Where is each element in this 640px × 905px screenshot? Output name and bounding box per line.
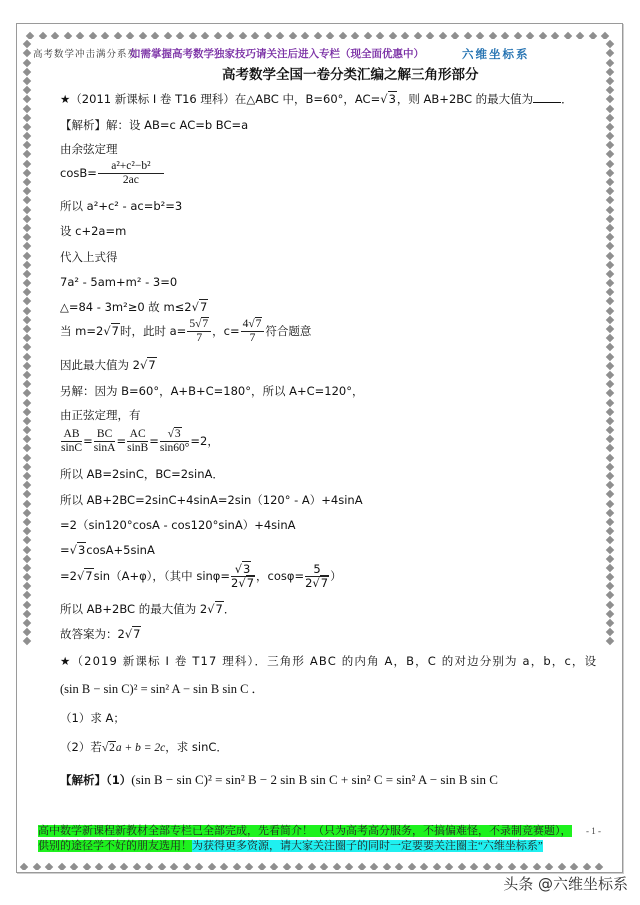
- diamond-icon: [133, 863, 141, 870]
- diamond-icon: [606, 150, 614, 158]
- diamond-icon: [606, 178, 614, 186]
- diamond-icon: [606, 196, 614, 204]
- diamond-icon: [606, 159, 614, 167]
- problem2-question-1: （1）求 A；: [60, 711, 125, 725]
- diamond-icon: [23, 86, 31, 94]
- diamond-icon: [23, 49, 31, 57]
- sinphi-fraction: $\frac{√3}{2√7}$: [231, 562, 255, 590]
- diamond-icon: [289, 32, 297, 39]
- solution-line-8: △=84 - 3m²≥0 故 m≤2√7: [60, 300, 208, 314]
- alt-line-8: =2√7sin（A+φ），（其中 sinφ= $\frac{√3}{2√7}$ ，cosφ= $\frac{5}{2√7}$ ）: [60, 562, 342, 590]
- diamond-icon: [606, 490, 614, 498]
- diamond-icon: [23, 288, 31, 296]
- diamond-icon: [23, 463, 31, 471]
- diamond-icon: [606, 637, 614, 645]
- diamond-icon: [95, 863, 103, 870]
- diamond-icon: [606, 352, 614, 360]
- diamond-icon: [606, 398, 614, 406]
- diamond-icon: [426, 32, 434, 39]
- diamond-icon: [589, 32, 597, 39]
- diamond-icon: [551, 32, 559, 39]
- diamond-icon: [251, 32, 259, 39]
- diamond-icon: [264, 32, 272, 39]
- footer-promo-line-1[interactable]: 高中数学新课程新教材全部专栏已全部完成，先看简介！（只为高考高分服务，不搞偏难怪，不录制竞赛题），: [38, 825, 572, 837]
- diamond-icon: [606, 297, 614, 305]
- alt-line-7: =√3cosA+5sinA: [60, 543, 155, 557]
- alt-line-6: =2（sin120°cosA - cos120°sinA）+4sinA: [60, 518, 296, 532]
- diamond-icon: [23, 104, 31, 112]
- solution-line-2: 由余弦定理: [60, 142, 118, 156]
- diamond-icon: [370, 863, 378, 870]
- diamond-icon: [606, 242, 614, 250]
- diamond-icon: [606, 260, 614, 268]
- diamond-icon: [83, 863, 91, 870]
- diamond-icon: [351, 32, 359, 39]
- diamond-icon: [606, 288, 614, 296]
- diamond-icon: [401, 32, 409, 39]
- diamond-icon: [606, 169, 614, 177]
- c-fraction: $\frac{4√7}{7}$: [241, 318, 265, 345]
- diamond-icon: [23, 132, 31, 140]
- diamond-icon: [606, 343, 614, 351]
- diamond-icon: [345, 863, 353, 870]
- diamond-icon: [383, 863, 391, 870]
- alt-line-10: 故答案为：2√7: [60, 627, 141, 641]
- diamond-icon: [23, 407, 31, 415]
- diamond-icon: [606, 104, 614, 112]
- diamond-icon: [158, 863, 166, 870]
- diamond-icon: [606, 518, 614, 526]
- diamond-icon: [23, 472, 31, 480]
- diamond-icon: [606, 40, 614, 48]
- diamond-icon: [170, 863, 178, 870]
- diamond-icon: [606, 600, 614, 608]
- diamond-icon: [606, 527, 614, 535]
- diamond-icon: [564, 32, 572, 39]
- diamond-icon: [23, 178, 31, 186]
- diamond-icon: [606, 233, 614, 241]
- diamond-icon: [23, 509, 31, 517]
- diamond-icon: [23, 380, 31, 388]
- diamond-icon: [606, 58, 614, 66]
- fraction-BC-sinA: $\frac{BC}{\sin A}$: [93, 428, 116, 454]
- diamond-icon: [451, 32, 459, 39]
- diamond-icon: [151, 32, 159, 39]
- diamond-icon: [70, 863, 78, 870]
- diamond-icon: [295, 863, 303, 870]
- diamond-icon: [23, 260, 31, 268]
- diamond-icon: [606, 444, 614, 452]
- solution-line-10: 因此最大值为 2√7: [60, 358, 156, 372]
- diamond-icon: [183, 863, 191, 870]
- diamond-icon: [583, 863, 591, 870]
- diamond-icon: [595, 863, 603, 870]
- right-diamond-border: [604, 38, 616, 858]
- solution-line-1: 【解析】解：设 AB=c AC=b BC=a: [60, 118, 249, 132]
- diamond-icon: [326, 32, 334, 39]
- diamond-icon: [606, 215, 614, 223]
- bottom-diamond-border: [18, 858, 613, 870]
- diamond-icon: [23, 499, 31, 507]
- diamond-icon: [101, 32, 109, 39]
- diamond-icon: [606, 187, 614, 195]
- diamond-icon: [606, 371, 614, 379]
- diamond-icon: [483, 863, 491, 870]
- diamond-icon: [23, 242, 31, 250]
- diamond-icon: [606, 224, 614, 232]
- diamond-icon: [23, 545, 31, 553]
- diamond-icon: [606, 554, 614, 562]
- diamond-icon: [606, 141, 614, 149]
- diamond-icon: [23, 389, 31, 397]
- diamond-icon: [23, 95, 31, 103]
- diamond-icon: [23, 527, 31, 535]
- diamond-icon: [606, 123, 614, 131]
- diamond-icon: [606, 591, 614, 599]
- diamond-icon: [23, 316, 31, 324]
- alt-sine-rule: $\frac{AB}{\sin C}$ = $\frac{BC}{\sin A}$ = $\frac{AC}{\sin B}$ = $\frac{√3}{\sin 60^\circ}$ =2，: [61, 428, 219, 454]
- diamond-icon: [489, 32, 497, 39]
- solution-line-5: 设 c+2a=m: [60, 224, 127, 238]
- cosB-fraction: $\frac{\text{a²+c²−b²}}{2ac}$: [98, 160, 164, 187]
- diamond-icon: [23, 352, 31, 360]
- diamond-icon: [358, 863, 366, 870]
- diamond-icon: [606, 435, 614, 443]
- diamond-icon: [126, 32, 134, 39]
- diamond-icon: [606, 509, 614, 517]
- alt-line-2: 由正弦定理，有: [60, 408, 141, 422]
- diamond-icon: [23, 297, 31, 305]
- diamond-icon: [439, 32, 447, 39]
- diamond-icon: [606, 573, 614, 581]
- diamond-icon: [606, 325, 614, 333]
- diamond-icon: [606, 472, 614, 480]
- diamond-icon: [570, 863, 578, 870]
- diamond-icon: [51, 32, 59, 39]
- diamond-icon: [333, 863, 341, 870]
- diamond-icon: [189, 32, 197, 39]
- header-brand: 六维坐标系: [462, 47, 530, 61]
- diamond-icon: [23, 518, 31, 526]
- a-fraction: $\frac{5√7}{7}$: [187, 318, 211, 345]
- diamond-icon: [545, 863, 553, 870]
- diamond-icon: [23, 637, 31, 645]
- diamond-icon: [501, 32, 509, 39]
- diamond-icon: [23, 68, 31, 76]
- answer-blank: [533, 92, 561, 103]
- diamond-icon: [23, 371, 31, 379]
- diamond-icon: [23, 77, 31, 85]
- diamond-icon: [89, 32, 97, 39]
- diamond-icon: [23, 417, 31, 425]
- diamond-icon: [208, 863, 216, 870]
- fraction-AC-sinB: $\frac{AC}{\sin B}$: [127, 428, 149, 454]
- diamond-icon: [458, 863, 466, 870]
- document-title: 高考数学全国一卷分类汇编之解三角形部分: [222, 67, 479, 83]
- diamond-icon: [606, 86, 614, 94]
- diamond-icon: [120, 863, 128, 870]
- solution-line-9: 当 m=2√7时，此时 a= $\frac{5√7}{7}$ ，c= $\frac{4√7}{7}$ 符合题意: [60, 318, 312, 344]
- alt-line-9: 所以 AB+2BC 的最大值为 2√7．: [60, 602, 236, 616]
- diamond-icon: [445, 863, 453, 870]
- diamond-icon: [539, 32, 547, 39]
- diamond-icon: [389, 32, 397, 39]
- alt-line-5: 所以 AB+2BC=2sinC+4sinA=2sin（120° - A）+4sinA: [60, 493, 363, 507]
- diamond-icon: [114, 32, 122, 39]
- diamond-icon: [606, 316, 614, 324]
- diamond-icon: [276, 32, 284, 39]
- diamond-icon: [23, 435, 31, 443]
- diamond-icon: [23, 224, 31, 232]
- diamond-icon: [23, 123, 31, 131]
- diamond-icon: [23, 564, 31, 572]
- diamond-icon: [23, 159, 31, 167]
- diamond-icon: [23, 141, 31, 149]
- diamond-icon: [164, 32, 172, 39]
- diamond-icon: [606, 205, 614, 213]
- diamond-icon: [314, 32, 322, 39]
- diamond-icon: [226, 32, 234, 39]
- diamond-icon: [23, 444, 31, 452]
- diamond-icon: [606, 68, 614, 76]
- left-diamond-border: [21, 38, 33, 858]
- diamond-icon: [606, 610, 614, 618]
- diamond-icon: [308, 863, 316, 870]
- diamond-icon: [606, 334, 614, 342]
- diamond-icon: [558, 863, 566, 870]
- diamond-icon: [606, 132, 614, 140]
- diamond-icon: [233, 863, 241, 870]
- diamond-icon: [606, 481, 614, 489]
- diamond-icon: [470, 863, 478, 870]
- diamond-icon: [606, 628, 614, 636]
- diamond-icon: [23, 453, 31, 461]
- fraction-sqrt3-sin60: $\frac{√3}{\sin 60^\circ}$: [159, 428, 190, 454]
- diamond-icon: [245, 863, 253, 870]
- diamond-icon: [606, 362, 614, 370]
- diamond-icon: [23, 113, 31, 121]
- problem2-condition: (sin B − sin C)² = sin² A − sin B sin C ．: [60, 682, 265, 696]
- diamond-icon: [606, 113, 614, 121]
- diamond-icon: [23, 306, 31, 314]
- diamond-icon: [464, 32, 472, 39]
- diamond-icon: [23, 169, 31, 177]
- problem2-question-2: （2）若√2a + b = 2c，求 sinC．: [60, 740, 228, 754]
- diamond-icon: [23, 619, 31, 627]
- diamond-icon: [23, 573, 31, 581]
- diamond-icon: [606, 95, 614, 103]
- diamond-icon: [239, 32, 247, 39]
- diamond-icon: [606, 417, 614, 425]
- diamond-icon: [606, 564, 614, 572]
- diamond-icon: [139, 32, 147, 39]
- diamond-icon: [201, 32, 209, 39]
- diamond-icon: [476, 32, 484, 39]
- diamond-icon: [23, 628, 31, 636]
- solution-line-6: 代入上式得: [60, 250, 118, 264]
- diamond-icon: [395, 863, 403, 870]
- diamond-icon: [220, 863, 228, 870]
- alt-line-4: 所以 AB=2sinC，BC=2sinA．: [60, 467, 224, 481]
- diamond-icon: [58, 863, 66, 870]
- diamond-icon: [64, 32, 72, 39]
- diamond-icon: [414, 32, 422, 39]
- problem2-solution: 【解析】（1）(sin B − sin C)² = sin² B − 2 sin B sin C + sin² C = sin² A − sin B sin C: [60, 772, 498, 787]
- diamond-icon: [520, 863, 528, 870]
- diamond-icon: [108, 863, 116, 870]
- fraction-AB-sinC: $\frac{AB}{\sin C}$: [61, 428, 83, 454]
- solution-cosB: cosB= $\frac{\text{a²+c²−b²}}{2ac}$: [60, 160, 165, 187]
- diamond-icon: [45, 863, 53, 870]
- diamond-icon: [23, 591, 31, 599]
- diamond-icon: [320, 863, 328, 870]
- diamond-icon: [23, 279, 31, 287]
- watermark: 头条 @六维坐标系: [503, 875, 628, 893]
- diamond-icon: [606, 380, 614, 388]
- diamond-icon: [576, 32, 584, 39]
- diamond-icon: [420, 863, 428, 870]
- page-number: - 1 -: [586, 826, 601, 836]
- diamond-icon: [23, 196, 31, 204]
- diamond-icon: [23, 343, 31, 351]
- diamond-icon: [23, 270, 31, 278]
- diamond-icon: [606, 49, 614, 57]
- top-diamond-border: [24, 27, 614, 39]
- diamond-icon: [606, 499, 614, 507]
- alt-line-1: 另解：因为 B=60°，A+B+C=180°，所以 A+C=120°，: [60, 384, 364, 398]
- diamond-icon: [145, 863, 153, 870]
- diamond-icon: [23, 334, 31, 342]
- problem1-statement: ★（2011 新课标 I 卷 T16 理科）在△ABC 中，B=60°，AC=√3，则 AB+2BC 的最大值为 ．: [60, 92, 573, 106]
- diamond-icon: [364, 32, 372, 39]
- diamond-icon: [23, 536, 31, 544]
- diamond-icon: [526, 32, 534, 39]
- diamond-icon: [606, 306, 614, 314]
- diamond-icon: [301, 32, 309, 39]
- diamond-icon: [606, 463, 614, 471]
- diamond-icon: [39, 32, 47, 39]
- header-series: 高考数学冲击满分系列: [33, 49, 139, 60]
- header-promo-link[interactable]: 如需掌握高考数学独家技巧请关注后进入专栏（现全面优惠中）: [130, 48, 424, 60]
- solution-line-4: 所以 a²+c² - ac=b²=3: [60, 199, 183, 213]
- diamond-icon: [606, 389, 614, 397]
- diamond-icon: [606, 251, 614, 259]
- diamond-icon: [23, 58, 31, 66]
- diamond-icon: [508, 863, 516, 870]
- diamond-icon: [339, 32, 347, 39]
- diamond-icon: [195, 863, 203, 870]
- diamond-icon: [23, 362, 31, 370]
- diamond-icon: [408, 863, 416, 870]
- diamond-icon: [258, 863, 266, 870]
- diamond-icon: [33, 863, 41, 870]
- diamond-icon: [23, 582, 31, 590]
- diamond-icon: [270, 863, 278, 870]
- diamond-icon: [23, 426, 31, 434]
- diamond-icon: [23, 600, 31, 608]
- diamond-icon: [76, 32, 84, 39]
- diamond-icon: [176, 32, 184, 39]
- diamond-icon: [23, 490, 31, 498]
- diamond-icon: [606, 619, 614, 627]
- diamond-icon: [23, 554, 31, 562]
- diamond-icon: [283, 863, 291, 870]
- diamond-icon: [606, 407, 614, 415]
- diamond-icon: [495, 863, 503, 870]
- diamond-icon: [23, 481, 31, 489]
- diamond-icon: [606, 426, 614, 434]
- solution-line-7: 7a² - 5am+m² - 3=0: [60, 275, 178, 289]
- diamond-icon: [606, 545, 614, 553]
- diamond-icon: [514, 32, 522, 39]
- diamond-icon: [606, 77, 614, 85]
- diamond-icon: [606, 536, 614, 544]
- diamond-icon: [606, 270, 614, 278]
- diamond-icon: [23, 215, 31, 223]
- diamond-icon: [533, 863, 541, 870]
- footer-promo-line-2[interactable]: 供别的途径学不好的朋友选用！为获得更多资源，请大家关注圈子的同时一定要要关注圈主“六维坐标系”: [38, 840, 543, 852]
- diamond-icon: [214, 32, 222, 39]
- diamond-icon: [23, 398, 31, 406]
- diamond-icon: [23, 233, 31, 241]
- diamond-icon: [606, 582, 614, 590]
- diamond-icon: [20, 863, 28, 870]
- diamond-icon: [23, 205, 31, 213]
- diamond-icon: [23, 251, 31, 259]
- diamond-icon: [606, 279, 614, 287]
- diamond-icon: [23, 610, 31, 618]
- diamond-icon: [23, 40, 31, 48]
- diamond-icon: [433, 863, 441, 870]
- diamond-icon: [376, 32, 384, 39]
- diamond-icon: [23, 187, 31, 195]
- cosphi-fraction: $\frac{5}{2√7}$: [305, 562, 329, 590]
- diamond-icon: [606, 453, 614, 461]
- diamond-icon: [23, 150, 31, 158]
- problem2-statement: ★（2019 新课标 I 卷 T17 理科）．三角形 ABC 的内角 A，B，C 的对边分别为 a，b，c，设: [60, 654, 598, 668]
- diamond-icon: [23, 325, 31, 333]
- sqrt-symbol: √3: [380, 92, 396, 106]
